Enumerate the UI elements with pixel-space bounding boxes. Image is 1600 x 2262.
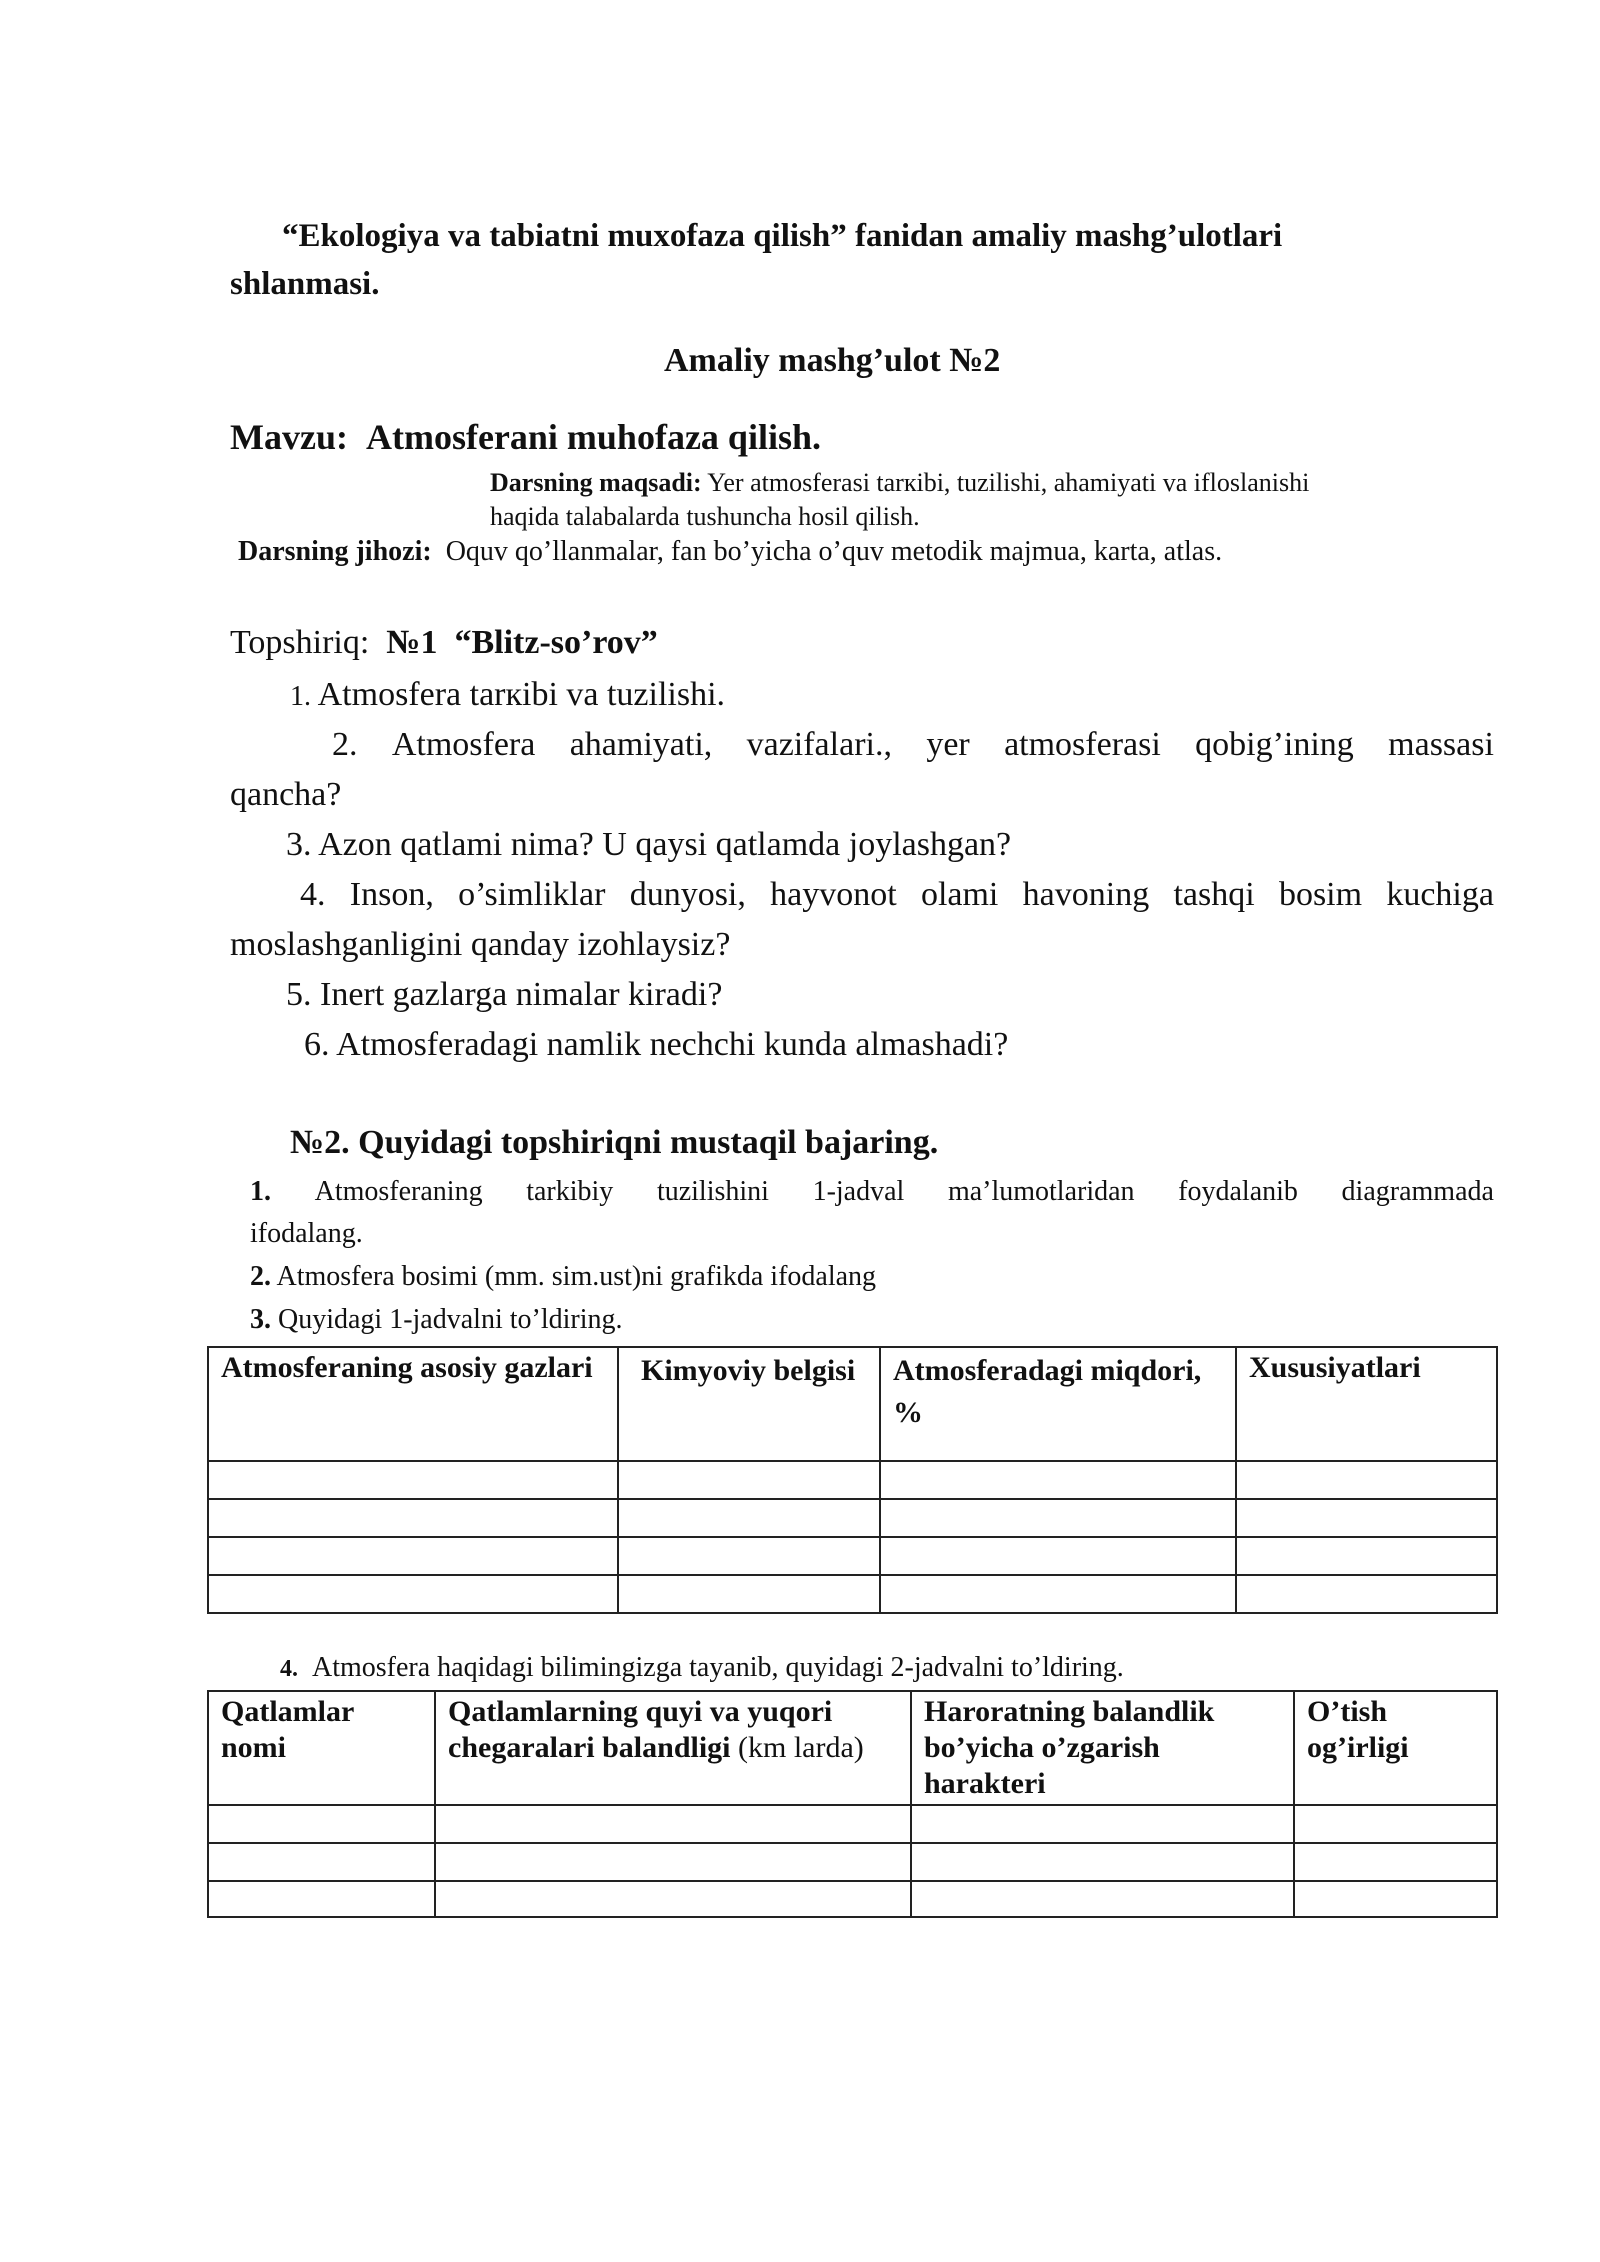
goal-text-1: Yer atmosferasi tarкibi, tuzilishi, ahamiyati va ifloslanishi	[707, 468, 1310, 497]
question-4-word: kuchiga	[1386, 876, 1494, 913]
table-cell[interactable]	[1294, 1843, 1497, 1881]
table-cell[interactable]	[208, 1805, 435, 1843]
table-cell[interactable]	[1236, 1499, 1497, 1537]
table-cell[interactable]	[208, 1575, 618, 1613]
question-2-word: massasi	[1388, 726, 1494, 763]
table-cell[interactable]	[208, 1843, 435, 1881]
header-text: O’tish og’irligi	[1307, 1695, 1409, 1764]
question-4-word: olami	[920, 876, 999, 913]
table-1-header-cell	[208, 1347, 618, 1461]
task2-item-1-line	[250, 1176, 1494, 1208]
table-cell[interactable]	[880, 1537, 1236, 1575]
equipment-text: Oquv qo’llanmalar, fan bo’yicha o’quv metodik majmua, karta, atlas.	[445, 536, 1223, 567]
task2-item-4-number: 4.	[280, 1656, 298, 1682]
header-line-1: “Ekologiya va tabiatni muxofaza qilish” fanidan amaliy mashg’ulotlari	[282, 218, 1283, 254]
task1-heading	[230, 624, 658, 662]
table-2-header-cell	[1294, 1691, 1497, 1805]
header-text: Qatlamlar nomi	[221, 1695, 354, 1764]
table-2-header-row	[208, 1691, 1497, 1805]
header-text: Xususiyatlari	[1249, 1351, 1421, 1384]
table-cell[interactable]	[618, 1499, 880, 1537]
table-cell[interactable]	[1294, 1805, 1497, 1843]
question-4-word: tashqi	[1173, 876, 1255, 913]
task2-item-1-word: Atmosferaning	[314, 1176, 483, 1207]
table-row	[208, 1499, 1497, 1537]
table-1-header-cell	[1236, 1347, 1497, 1461]
task2-item-3-number: 3.	[250, 1304, 271, 1335]
header-text: Atmosferaning asosiy gazlari	[221, 1351, 593, 1384]
question-2-word: Atmosfera	[391, 726, 536, 763]
question-4-word: havoning	[1022, 876, 1150, 913]
question-2-word: qobig’ining	[1195, 726, 1354, 763]
topic-line	[230, 416, 821, 458]
question-4-word: 4.	[300, 876, 326, 913]
table-cell[interactable]	[618, 1575, 880, 1613]
question-3: 3. Azon qatlami nima? U qaysi qatlamda joylashgan?	[286, 826, 1012, 863]
table-cell[interactable]	[880, 1499, 1236, 1537]
table-row	[208, 1575, 1497, 1613]
table-cell[interactable]	[1294, 1881, 1497, 1917]
question-2-word: ahamiyati,	[569, 726, 713, 763]
table-row	[208, 1881, 1497, 1917]
table-row	[208, 1461, 1497, 1499]
task2-item-1-continuation: ifodalang.	[250, 1218, 363, 1249]
header-text: Qatlamlarning quyi va yuqori chegaralari balandligi	[448, 1695, 833, 1764]
table-cell[interactable]	[208, 1881, 435, 1917]
table-2-header-cell	[208, 1691, 435, 1805]
task2-item-4	[280, 1652, 1124, 1684]
question-1-text: Atmosfera tarкibi va tuzilishi.	[317, 676, 726, 713]
table-1	[207, 1346, 1498, 1614]
equipment-label: Darsning jihozi:	[238, 536, 432, 567]
task2-item-1-word: ma’lumotlaridan	[947, 1176, 1135, 1207]
question-6: 6. Atmosferadagi namlik nechchi kunda almashadi?	[304, 1026, 1009, 1063]
goal-text-2: haqida talabalarda tushuncha hosil qilish.	[490, 502, 920, 531]
table-2	[207, 1690, 1498, 1918]
question-4-word: bosim	[1278, 876, 1363, 913]
task2-item-1-word: tarkibiy	[526, 1176, 614, 1207]
header-text: Kimyoviy belgisi	[641, 1354, 856, 1387]
question-2-line	[332, 726, 1494, 764]
table-row	[208, 1537, 1497, 1575]
table-cell[interactable]	[1236, 1575, 1497, 1613]
task2-item-2-text: Atmosfera bosimi (mm. sim.ust)ni grafikda ifodalang	[276, 1261, 877, 1292]
table-cell[interactable]	[208, 1499, 618, 1537]
task1-number: №1	[386, 624, 438, 661]
question-2-word: 2.	[332, 726, 358, 763]
table-1-header-row	[208, 1347, 1497, 1461]
page-title: Amaliy mashg’ulot №2	[664, 342, 1001, 379]
header-line-2: shlanmasi.	[230, 266, 380, 302]
task2-item-4-text: Atmosfera haqidagi bilimingizga tayanib, quyidagi 2-jadvalni to’ldiring.	[312, 1652, 1124, 1683]
table-cell[interactable]	[435, 1843, 911, 1881]
table-cell[interactable]	[435, 1805, 911, 1843]
table-cell[interactable]	[911, 1881, 1294, 1917]
task2-item-1-word: 1-jadval	[812, 1176, 905, 1207]
question-4-word: o’simliklar	[458, 876, 606, 913]
question-2-continuation: qancha?	[230, 776, 342, 813]
header-suffix: (km larda)	[730, 1731, 864, 1764]
question-2-word: atmosferasi	[1004, 726, 1161, 763]
header-text: Atmosferadagi miqdori, %	[893, 1354, 1202, 1429]
table-cell[interactable]	[208, 1461, 618, 1499]
question-4-continuation: moslashganligini qanday izohlaysiz?	[230, 926, 731, 963]
table-cell[interactable]	[911, 1843, 1294, 1881]
task2-heading: №2. Quyidagi topshiriqni mustaqil bajaring.	[290, 1124, 939, 1161]
table-1-header-cell	[880, 1347, 1236, 1461]
topic-text: Atmosferani muhofaza qilish.	[365, 417, 821, 457]
table-cell[interactable]	[911, 1805, 1294, 1843]
goal-line-1	[490, 468, 1309, 498]
header-text: Haroratning balandlik bo’yicha o’zgarish harakteri	[924, 1695, 1215, 1800]
question-2-word: vazifalari.,	[746, 726, 892, 763]
question-4-word: Inson,	[349, 876, 434, 913]
table-1-header-cell	[618, 1347, 880, 1461]
task2-item-3	[250, 1304, 623, 1336]
task2-item-2-number: 2.	[250, 1261, 271, 1292]
task2-item-1-word: diagrammada	[1341, 1176, 1494, 1207]
task1-prefix: Topshiriq:	[230, 624, 370, 661]
question-4-word: dunyosi,	[629, 876, 746, 913]
topic-label: Mavzu:	[230, 417, 348, 457]
table-cell[interactable]	[1236, 1461, 1497, 1499]
table-2-header-cell	[435, 1691, 911, 1805]
table-cell[interactable]	[208, 1537, 618, 1575]
table-cell[interactable]	[618, 1537, 880, 1575]
task2-item-3-text: Quyidagi 1-jadvalni to’ldiring.	[278, 1304, 623, 1335]
table-row	[208, 1805, 1497, 1843]
question-4-word: hayvonot	[770, 876, 897, 913]
question-4-line	[300, 876, 1494, 914]
task2-item-2	[250, 1261, 876, 1293]
goal-label: Darsning maqsadi:	[490, 468, 702, 497]
table-cell[interactable]	[880, 1461, 1236, 1499]
task2-item-1-word: tuzilishini	[656, 1176, 769, 1207]
task1-name: “Blitz-so’rov”	[454, 624, 658, 661]
task2-item-1-number: 1.	[250, 1176, 271, 1207]
table-cell[interactable]	[435, 1881, 911, 1917]
table-cell[interactable]	[880, 1575, 1236, 1613]
table-row	[208, 1843, 1497, 1881]
equipment-line	[238, 536, 1222, 568]
table-2-header-cell	[911, 1691, 1294, 1805]
question-1	[290, 676, 725, 714]
question-2-word: yer	[926, 726, 970, 763]
question-1-number: 1.	[290, 681, 311, 712]
table-cell[interactable]	[1236, 1537, 1497, 1575]
task2-item-1-word: foydalanib	[1178, 1176, 1298, 1207]
table-cell[interactable]	[618, 1461, 880, 1499]
question-5: 5. Inert gazlarga nimalar kiradi?	[286, 976, 723, 1013]
